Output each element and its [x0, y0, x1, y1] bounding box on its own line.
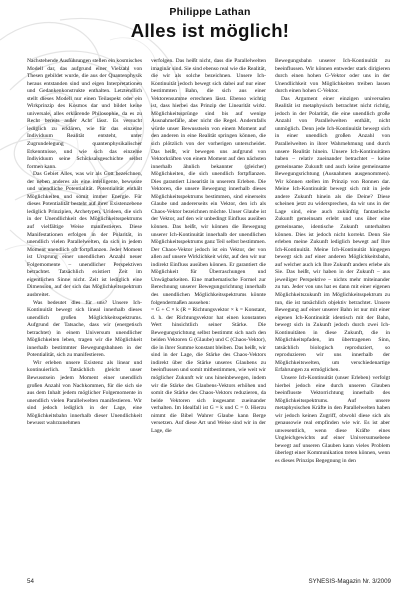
page-number: 54 — [27, 578, 34, 585]
paragraph: Das Argument einer einzigen universalen Realität ist metaphysisch betrachtet nicht richtig, jedoch in der Polarität, die eine unendlich große Anzahl von Parallelwelten enthält, nicht unmöglich. Denn jede Ich-Kontinuität bewegt sich in einer unendlich großen Anzahl von Parallelwelten in ihrer Wahrnehmung und durch unsere Realität hinein. Unsere Ich-Kontinuitäten haben – relativ zueinander betrachtet – keine gemeinsame Zukunft und auch keine gemeinsame Bewegungsrichtung (Ausnahmen ausgenommen). Wir können stellen im Prinzip von Ronnen dar. Meine Ich-Kontinuität bewegt sich mit in jede andere Zukunft hinein als die Deine? Diese scheinen jetzt zu widersprechen, da wir uns in der Lage sind, eine auch zukünftig fantastische Zukunft gemeinsam erlebt und uns über eine gemeinsame, identische Zukunft unterhalten können. Dies ist jedoch nicht korrekt. Denn Sie erleben meine Zukunft lediglich bewegt auf Ihre Ich-Kontinuität. Meine Ich-Kontinuität hingegen bewegt sich auf einer anderen Möglichkeitsbahn, auf welcher auch ich Ihre Zukunft anders erlebe als Sie. Das heißt, wir haben in der Zukunft – aus jeweiliger Perspektive – nichts mehr miteinander zu tun. Jeder von uns hat es dann mit einer eigenen Möglichkeitszukunft im Möglichkeitsspektrum zu tun, die ist tatsächlich objektiv betrachtet. Unsere Bewegung auf einer unserer Bahn ist nur mit einer eigenen Ich-Kontinuität identisch mit der Bahn, bewegt sich in Zukunft jedoch durch zwei Ich-Kontinuitäten in diese Zukunft, die in Möglichkeitspfaden, im übertragenen Sinn, tatsächlich biologisch reproduziert, so reproduzieren wir uns innerhalb der Möglichkeitswelten, um verschiedenartige Erfahrungen zu ermöglichen. — [275, 95, 390, 374]
text-column-2 — [151, 58, 266, 570]
author-name: Philippe Lathan — [169, 6, 251, 18]
text-column-1 — [27, 58, 142, 570]
paragraph: Das Gebiet Alles, was wir als Gott bezeichnen, der neben anderes als eine intelligente, bewusste und unendliche Potentialität. Potentialität enthält Möglichkeiten und somit immer Energie. Für dieses Potentialität besteht auf ihrer Existenzebene lediglich Prinzipien, Archetypen, Urideen, die sich in der Unendlichkeit des Möglichkeitsspektrums auf vielfältige Weise manifestieren. Diese Manifestationen erfolgen in der Polarität, in unendlich vielen Parallelwelten, da sich in jedem Moment unendlich oft fortpflanzen. Jeder Moment ist Ursprung einer unendlichen Anzahl neuer Folgemomente – unendlicher Perspektiven betrachtet. Tatsächlich existiert Zeit im eigentlichen Sinne nicht. Zeit ist lediglich eine Dimension, auf der sich das Möglichkeitsspektrum ausbreitet. — [27, 171, 142, 298]
paragraph: Unsere Ich-Kontinuität (unser Erleben) verfolgt hierbei jedoch eine durch unseren Glauben beeinflusste Vektorrichtung innerhalb des Möglichkeitsspektrums. Auf unsere metaphysischen Kräfte in den Parallelwelten haben wir jedoch keinen Zugriff, obwohl diese sich als genausowie real empfinden wie wir. Es ist aber unwesentlich, wenn diese Kräfte eines Ungleichgewichts auf einer Universumsebene bewegt auf unseren Glauben kann vieles Problem überlegt einer Kommunikation treten können, wenn es dieses Prinzips Begegnung in den — [275, 374, 390, 464]
text-column-3 — [275, 58, 390, 570]
paragraph: Bewegungsbahn unserer Ich-Kontinuität zu beeinflussen. Wir können entweder stark dirigieren durch einen hohen G-Vektor oder uns in der Unendlichkeit von Möglichkeiten treiben lassen durch einen hohen C-Vektor. — [275, 58, 390, 95]
article-header — [0, 4, 420, 42]
paragraph: Nachstehende Ausführungen stellen ein kosmisches Modell dar, das aufgrund einer Vielzahl von Thesen gebildet wurde, die aus der Quantenphysik heraus entstanden sind und eigen Interpretationen und Gedankenkonstrukte enthalten. Letztendlich stellt dieses Modell nur einen Teilaspekt oder ein Wirkprinzip des Kosmos dar und bildet keine universale, alles erklärende Philosophie, da es zu Recht bereits außer Acht lässt. Es versucht lediglich zu erklären, wie für das einzelne Individuum Realität entsteht, unter Zugrundelegung quantenphysikalischer Erkenntnisse, und wie sich das einzelne Individuum seine Schicksalsgeschichte selbst formen kann. — [27, 58, 142, 170]
magazine-issue: SYNESIS-Magazin Nr. 3/2009 — [308, 578, 391, 585]
formula-paragraph: = G + C × k (R = Richtungsvektor × k = Konstant, d. h. der Richtungsvektor hat einen konstanten Wert hinsichtlich seiner Stärke. Die Bewegungsrichtung selbst bestimmt sich nach den beiden Vektoren G (Glaube) und C (Chaos-Vektor), die in ihrer Summe konstant bleiben. Das heißt, wir sind in der Lage, die Stärke des Chaos-Vektors indirekt über die Stärke unseres Glaubens zu beeinflussen und somit mitbestimmen, wie weit wir möglicher Zukunft wir uns hineinbewegen, indem wir die Stärke des Glaubens-Vektors erhöhen und somit die Stärke des Chaos-Vektors reduzieren, da beide Vektoren sich insgesamt zueinander verhalten. Im Idealfall ist G = k und C = 0. Hierzu nimmt die Bibel Wahrer Glaube kann Berge versetzen. Auf diese Art und Weise sind wir in der Lage, die — [151, 307, 266, 434]
article-title: Alles ist möglich! — [130, 20, 290, 41]
paragraph: Wir erleben unsere Existenz als linear und kontinuierlich. Tatsächlich gleicht unser Bewusstsein jedem Moment einer unendlich großen Anzahl von Nachkommen, für die sich sie aus dem Inhalt jedem möglicher Folgemomente in unendlich vielen Parallelwelten manifestieren. Wir sind jedoch lediglich in der Lage, eine Möglichkeitsbahn innerhalb dieser Unendlichkeit bewusst wahrzunehmen — [27, 359, 142, 427]
paragraph: Was bedeutet dies für uns? Unsere Ich-Kontinuität bewegt sich lineal innerhalb dieses unendlich großen Möglichkeitsspektrums. Aufgrund der Tatsache, dass wir (energetisch betrachtet) in einem Universum unendlicher Möglichkeiten leben, tragen wir die Möglichkeit innerhalb bestimmter Bewegungsbahnen in der Potentialität, sich zu manifestieren. — [27, 299, 142, 359]
paragraph: verfolgen. Das heißt nicht, dass die Parallelwelten imaginär sind. Sie sind ebenso real wie die Realität, die wir als solche bezeichnen. Unsere Ich-Kontinuität jedoch bewegt sich dabei auf nur einer bestimmten Bahn, die sich aus einer Vektorensumme errechnen lässt. Ebenso wichtig ist, dass hierbei das Prinzip der Linearität wirkt. Möglichkeitssprünge sind bis auf wenige Ausnahmefälle, aber nicht die Regel. Andernfalls würde unser Bewusstsein von einem Moment auf den anderen in eine Realität springen können, die sich plötzlich von der vorherigen unterscheidet. Das heißt, wir bewegen uns aufgrund von Vektorkräften von einem Moment auf den nächsten innerhalb ähnlich bekannter (gleicher) Möglichkeiten, die sich unendlich fortpflanzen. Dies garantiert Linearität in unserem Erleben. Die Vektoren, die unsere Bewegung innerhalb dieses Möglichkeitsspektrums bestimmen, sind einerseits Glaube und andererseits ein Vektor, den ich als Chaos-Vektor bezeichnen möchte. Unser Glaube ist der Vektor, auf den wir unbedingt Einfluss ausüben können. Das heißt, wir können die Bewegung unserer Ich-Kontinuität innerhalb der unendlichen Möglichkeitsspektrums ganz Teil selbst bestimmen. Der Chaos-Vektor jedoch ist ein Vektor, der von allen auf unsere Wirklichkeit wirkt, auf den wir nur indirekt Einfluss ausüben können. Er garantiert die Möglichkeit für Überraschungen und Unwägbarkeiten. Eine mathematische Formel zur Berechnung unserer Bewegungsrichtung innerhalb des unendlichen Möglichkeitsspektrums könnte folgendermaßen aussehen: — [151, 58, 266, 306]
